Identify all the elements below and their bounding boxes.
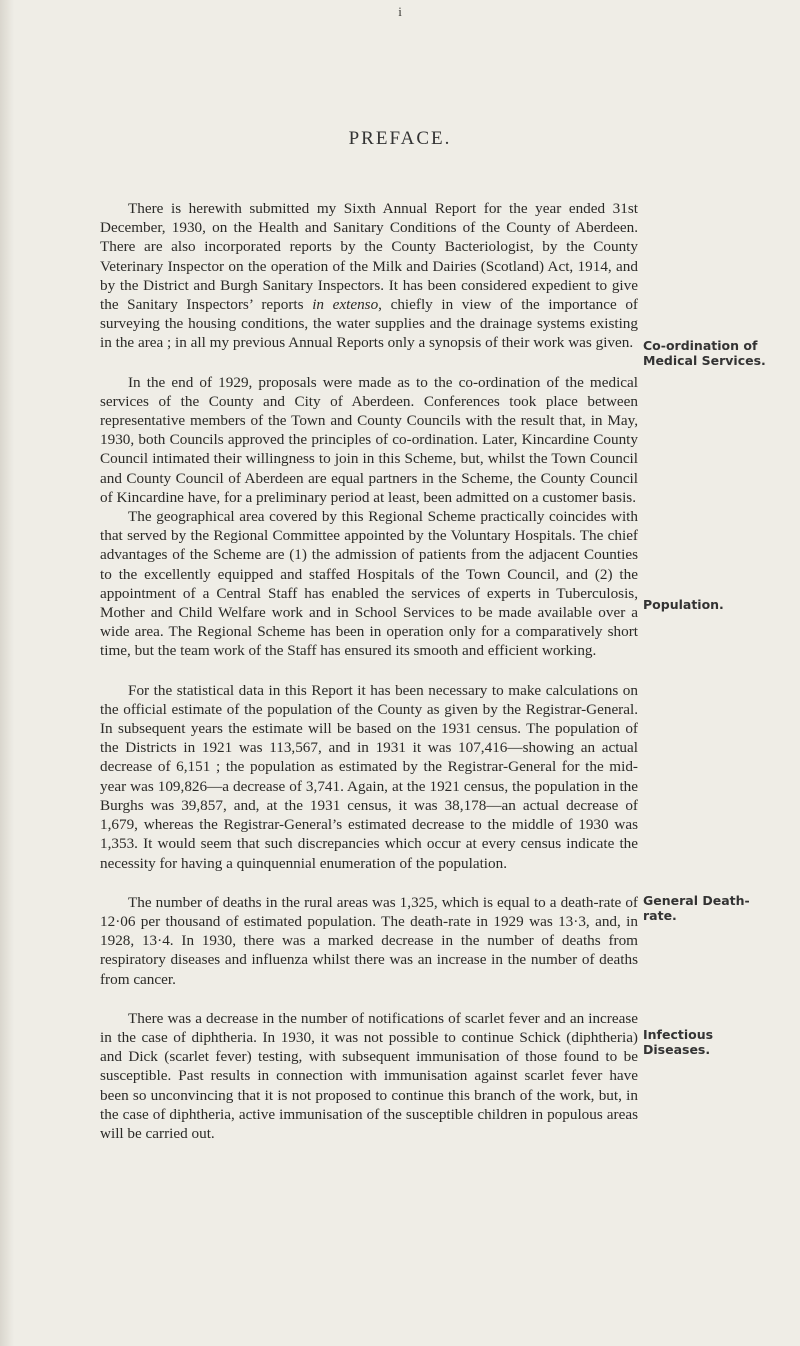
paragraph-regional-scheme: The geographical area covered by this Regional Scheme practically coincides with that served by the Regional Committee appointed by the Voluntary Hospitals. The chief advantages of the Scheme are (1) the admission of patients from the adjacent Counties to the excellently equipped and staffed Hospitals of the Town Council, and (2) the appointment of a Central Staff has enabled the services of experts in Tuberculosis, Mother and Child Welfare work and in School Services to be made available over a wide area. The Regional Scheme has been in operation only for a comparatively short time, but the team work of the Staff has ensured its smooth and efficient working. [100,508,638,660]
body-text [100,199,638,1163]
side-heading-infectious-diseases: Infectious Diseases. [643,1027,714,1057]
paragraph-report-intro: There is herewith submitted my Sixth Annual Report for the year ended 31st December, 1930, on the Health and Sanitary Conditions of the County of Aberdeen. There are also incorporated reports by the County Bacteriologist, by the County Veterinary Inspector on the operation of the Milk and Dairies (Scotland) Act, 1914, and by the District and Burgh Sanitary Inspectors. It has been considered expedient to give the Sanitary Inspectors’ reports in extenso, chiefly in view of the importance of surveying the housing conditions, the water supplies and the drainage systems existing in the area ; in all my previous Annual Reports only a synopsis of their work was given. [100,200,638,352]
page-number: i [398,4,402,19]
italic-phrase: in extenso [312,296,379,314]
paragraph-coordination: In the end of 1929, proposals were made as to the co-ordination of the medical services of the County and City of Aberdeen. Conferences took place between representative members of the Town and County Councils with the result that, in May, 1930, both Councils approved the principles of co-ordination. Later, Kincardine County Council intimated their willingness to join in this Scheme, but, whilst the Town Council and County Council of Aberdeen are equal partners in the Scheme, the County Council of Kincardine have, for a preliminary period at least, been admitted on a customer basis. [100,373,638,506]
paragraph-population: For the statistical data in this Report it has been necessary to make calculations on the official estimate of the population of the County as given by the Registrar-General. In subsequent years the estimate will be based on the 1931 census. The population of the Districts in 1921 was 113,567, and in 1931 it was 107,416—showing an actual decrease of 6,151 ; the population as estimated by the Registrar-General for the mid-year was 109,826—a decrease of 3,741. Again, at the 1921 census, the population in the Burghs was 39,857, and, at the 1931 census, it was 38,178—an actual decrease of 1,679, whereas the Registrar-General’s estimated decrease to the middle of 1930 was 1,353. It would seem that such discrepancies which occur at every census indicate the necessity for having a quinquennial enumeration of the population. [100,681,638,872]
page-edge [0,0,14,1346]
page-title: PREFACE. [348,128,452,149]
side-heading-population: Population. [643,597,724,612]
paragraph-infectious-diseases: There was a decrease in the number of notifications of scarlet fever and an increase in the case of diphtheria. In 1930, it was not possible to continue Schick (diphtheria) and Dick (scarlet fever) testing, with subsequent immunisation of those found to be susceptible. Past results in connection with immunisation against scarlet fever have been so unconvincing that it is not proposed to continue this branch of the work, but, in the case of diphtheria, active immunisation of the susceptible children in populous areas will be carried out. [100,1009,638,1142]
side-heading-death-rate: General Death-rate. [643,893,750,923]
paragraph-death-rate: The number of deaths in the rural areas was 1,325, which is equal to a death-rate of 12·06 per thousand of estimated population. The death-rate in 1929 was 13·3, and, in 1928, 13·4. In 1930, there was a marked decrease in the number of deaths from respiratory diseases and influenza whilst there was an increase in the number of deaths from cancer. [100,893,638,988]
side-heading-coordination: Co-ordination of Medical Services. [643,338,766,368]
